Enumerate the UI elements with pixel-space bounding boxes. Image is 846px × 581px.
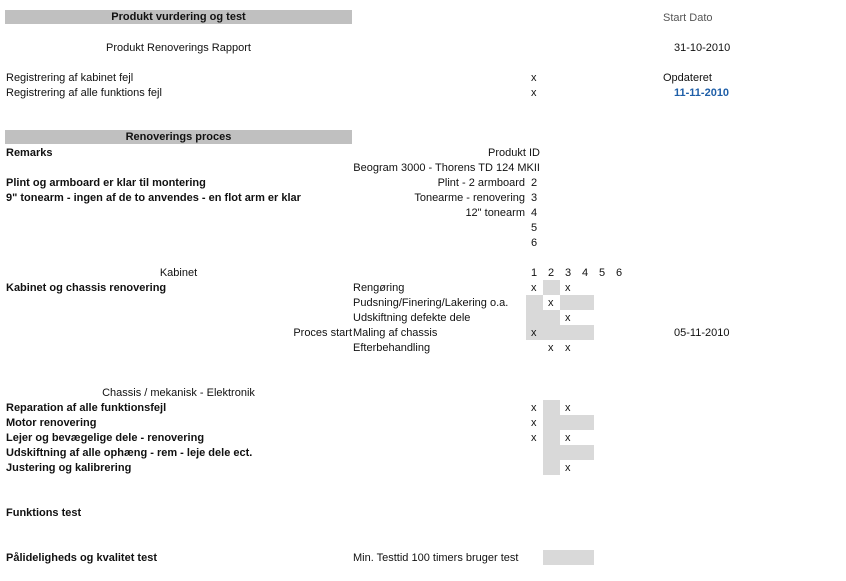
chassis-task-label: Lejer og bevægelige dele - renovering xyxy=(6,432,205,444)
product-item-id: 2 xyxy=(531,177,538,189)
task-mark: x xyxy=(565,342,571,354)
column-header: 3 xyxy=(565,267,572,279)
task-mark: x xyxy=(565,282,571,294)
product-item-label: Tonearme - renovering xyxy=(414,192,525,204)
updated-date: 11-11-2010 xyxy=(674,87,730,99)
column-header: 5 xyxy=(599,267,606,279)
task-mark: x xyxy=(548,297,554,309)
task-label: Efterbehandling xyxy=(353,342,431,354)
product-item-label: Plint - 2 armboard xyxy=(437,177,525,189)
title-bar xyxy=(5,10,352,24)
task-label: Maling af chassis xyxy=(353,327,438,339)
product-id-label: Produkt ID xyxy=(488,147,540,159)
chassis-task-label: Motor renovering xyxy=(6,417,97,429)
registration-mark: x xyxy=(531,87,537,99)
registration-label: Registrering af kabinet fejl xyxy=(6,72,134,84)
remark-note: Plint og armboard er klar til montering xyxy=(6,177,206,189)
chassis-heading: Chassis / mekanisk - Elektronik xyxy=(102,387,255,399)
process-start-label: Proces start xyxy=(293,327,352,339)
quality-test-label: Pålideligheds og kvalitet test xyxy=(6,552,157,564)
updated-label: Opdateret xyxy=(663,72,712,84)
process-start-date: 05-11-2010 xyxy=(674,327,730,339)
task-mark: x xyxy=(531,282,537,294)
chassis-task-label: Reparation af alle funktionsfejl xyxy=(6,402,167,414)
function-test-label: Funktions test xyxy=(6,507,82,519)
shaded-cell xyxy=(560,295,594,310)
task-label: Pudsning/Finering/Lakering o.a. xyxy=(353,297,509,309)
task-mark: x xyxy=(531,417,537,429)
shaded-cell xyxy=(560,415,594,430)
shaded-cell xyxy=(560,445,594,460)
column-header: 4 xyxy=(582,267,589,279)
column-header: 1 xyxy=(531,267,538,279)
quality-test-note: Min. Testtid 100 timers bruger test xyxy=(353,552,519,564)
product-name: Beogram 3000 - Thorens TD 124 MKII xyxy=(353,162,540,174)
start-date-label: Start Dato xyxy=(663,12,713,24)
cabinet-heading: Kabinet xyxy=(159,267,198,279)
cabinet-section-label: Kabinet og chassis renovering xyxy=(6,282,167,294)
task-mark: x xyxy=(565,402,571,414)
process-title: Renoverings proces xyxy=(125,131,232,143)
task-mark: x xyxy=(531,402,537,414)
shaded-cell xyxy=(543,550,594,565)
task-mark: x xyxy=(548,342,554,354)
column-header: 6 xyxy=(616,267,623,279)
registration-label: Registrering af alle funktions fejl xyxy=(6,87,162,99)
product-item-id: 5 xyxy=(531,222,538,234)
process-title-bar xyxy=(5,130,352,144)
chassis-task-label: Justering og kalibrering xyxy=(6,462,132,474)
task-mark: x xyxy=(531,432,537,444)
registration-mark: x xyxy=(531,72,537,84)
task-label: Rengøring xyxy=(353,282,405,294)
shaded-cell xyxy=(543,310,560,325)
remark-note: 9" tonearm - ingen af de to anvendes - en flot arm er klar xyxy=(6,192,301,204)
column-header: 2 xyxy=(548,267,555,279)
shaded-cell xyxy=(543,280,560,295)
remarks-label: Remarks xyxy=(6,147,53,159)
shaded-cell xyxy=(543,400,560,475)
product-item-id: 6 xyxy=(531,237,538,249)
chassis-task-label: Udskiftning af alle ophæng - rem - leje dele ect. xyxy=(6,447,253,459)
report-title: Produkt Renoverings Rapport xyxy=(106,42,251,54)
task-mark: x xyxy=(565,462,571,474)
task-label: Udskiftning defekte dele xyxy=(353,312,471,324)
product-item-label: 12" tonearm xyxy=(465,207,525,219)
page-title: Produkt vurdering og test xyxy=(111,11,246,23)
product-item-id: 4 xyxy=(531,207,538,219)
product-item-id: 3 xyxy=(531,192,538,204)
start-date-value: 31-10-2010 xyxy=(674,42,731,54)
shaded-cell xyxy=(543,325,594,340)
task-mark: x xyxy=(565,432,571,444)
task-mark: x xyxy=(565,312,571,324)
task-mark: x xyxy=(531,327,537,339)
